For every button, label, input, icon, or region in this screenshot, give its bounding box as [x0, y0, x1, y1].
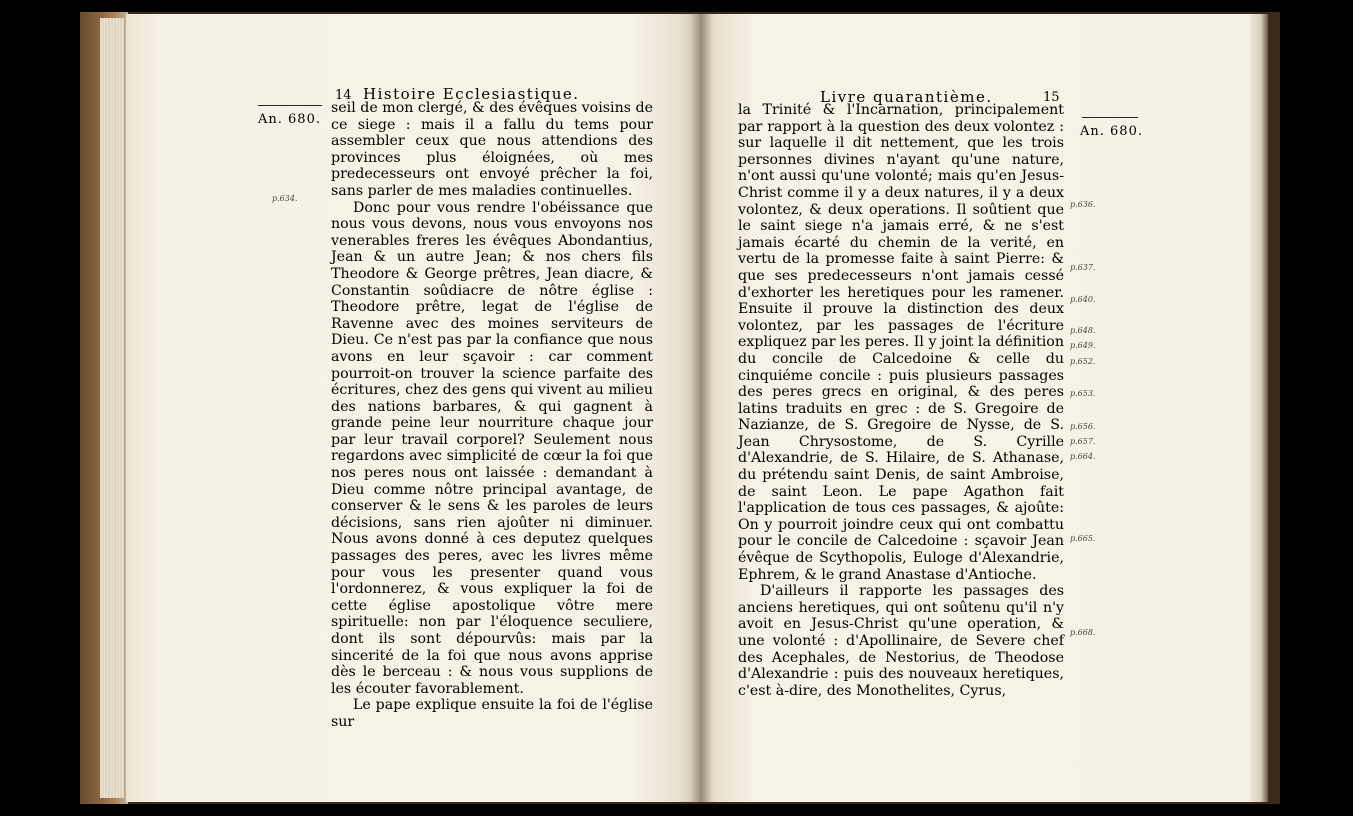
- margin-note: p.636.: [1070, 200, 1096, 209]
- book-gutter: [690, 14, 712, 802]
- left-page-number: 14: [335, 88, 352, 103]
- right-running-head: Livre quarantième.: [820, 88, 993, 106]
- margin-note: p.657.: [1070, 437, 1096, 446]
- right-page-number: 15: [1043, 90, 1060, 105]
- right-page-text: [738, 102, 1064, 699]
- paragraph: Le pape explique ensuite la foi de l'église sur: [331, 697, 653, 730]
- paragraph: D'ailleurs il rapporte les passages des anciens heretiques, qui ont soûtenu qu'il n'y avoit en Jesus-Christ qu'une operation, & une volonté : d'Apollinaire, de Severe chef des Acephales, de Nestorius, de Theodose d'Alexandrie : puis des nouveaux heretiques, c'est à-dire, des Monothelites, Cyrus,: [738, 583, 1064, 699]
- margin-note: p.648.: [1070, 326, 1096, 335]
- margin-note: p.665.: [1070, 534, 1096, 543]
- margin-note: p.640.: [1070, 295, 1096, 304]
- margin-note: p.634.: [272, 194, 298, 203]
- left-year-rule: [258, 105, 322, 106]
- margin-note: p.653.: [1070, 389, 1096, 398]
- left-margin-year: An. 680.: [258, 112, 321, 127]
- margin-note: p.668.: [1070, 628, 1096, 637]
- margin-note: p.664.: [1070, 452, 1096, 461]
- paragraph: la Trinité & l'Incarnation, principalement par rapport à la question des deux volontez : sur laquelle il dit nettement, que les trois personnes divines n'ayant qu'une nature, n'ont aussi qu'une volonté; mais qu'en Jesus-Christ comme il y a deux natures, il y a deux volontez, & deux operations. Il soûtient que le saint siege n'a jamais erré, & ne s'est jamais écarté du chemin de la verité, en vertu de la promesse faite à saint Pierre: & que ses predecesseurs n'ont jamais cessé d'exhorter les heretiques pour les ramener. Ensuite il prouve la distinction des deux volontez, par les passages de l'écriture expliquez par les peres. Il y joint la définition du concile de Calcedoine & celle du cinquiéme concile : puis plusieurs passages des peres grecs en original, & des peres latins traduits en grec : de S. Gregoire de Nazianze, de S. Gregoire de Nysse, de S. Jean Chrysostome, de S. Cyrille d'Alexandrie, de S. Hilaire, de S. Athanase, du prétendu saint Denis, de saint Ambroise, de saint Leon. Le pape Agathon fait l'application de tous ces passages, & ajoûte: On y pourroit joindre ceux qui ont combattu pour le concile de Calcedoine : sçavoir Jean évêque de Scythopolis, Euloge d'Alexandrie, Ephrem, & le grand Anastase d'Antioche.: [738, 102, 1064, 583]
- margin-note: p.637.: [1070, 263, 1096, 272]
- right-page-edges: [1250, 14, 1268, 802]
- left-page-text: [331, 100, 653, 731]
- left-running-head: Histoire Ecclesiastique.: [363, 85, 580, 103]
- margin-note: p.652.: [1070, 357, 1096, 366]
- margin-note: p.656.: [1070, 422, 1096, 431]
- paragraph: Donc pour vous rendre l'obéissance que nous vous devons, nous vous envoyons nos venerables freres les évêques Abondantius, Jean & un autre Jean; & nos chers fils Theodore & George prêtres, Jean diacre, & Constantin soûdiacre de nôtre église : Theodore prêtre, legat de l'église de Ravenne avec des moines serviteurs de Dieu. Ce n'est pas par la confiance que nous avons en leur sçavoir : car comment pourroit-on trouver la science parfaite des écritures, chez des gens qui vivent au milieu des nations barbares, & qui gagnent à grande peine leur nourriture chaque jour par leur travail corporel? Seulement nous regardons avec simplicité de cœur la foi que nos peres nous ont laissée : demandant à Dieu comme nôtre principal avantage, de conserver & le sens & les paroles de leurs décisions, sans rien ajoûter ni diminuer. Nous avons donné à ces deputez quelques passages des peres, avec les livres même pour vous les presenter quand vous l'ordonnerez, & vous expliquer la foi de cette église apostolique vôtre mere spirituelle: non par l'éloquence seculiere, dont ils sont dépourvûs: mais par la sincerité de la foi que nous avons apprise dès le berceau : & nous vous supplions de les écouter favorablement.: [331, 199, 653, 697]
- margin-note: p.649.: [1070, 341, 1096, 350]
- right-year-rule: [1082, 117, 1138, 118]
- right-margin-year: An. 680.: [1080, 124, 1143, 139]
- page-edges: [100, 18, 124, 798]
- paragraph: seil de mon clergé, & des évêques voisins de ce siege : mais il a fallu du tems pour assembler ceux que nous attendions des provinces plus éloignées, où mes predecesseurs ont envoyé prêcher la foi, sans parler de mes maladies continuelles.: [331, 100, 653, 199]
